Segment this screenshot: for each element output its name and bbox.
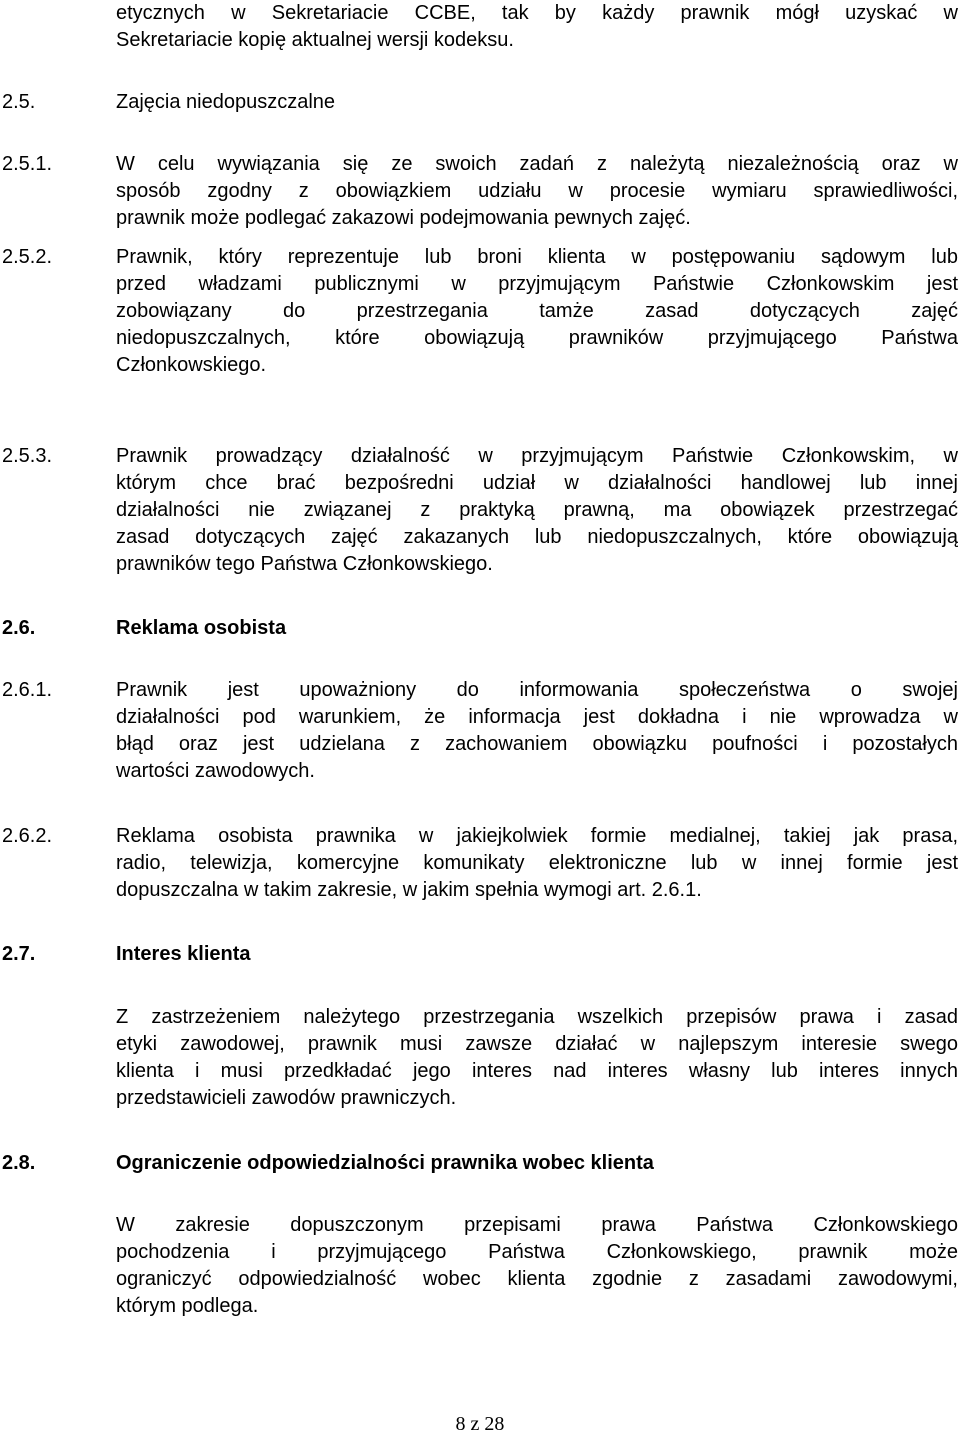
text-line: przedstawicieli zawodów prawniczych. bbox=[116, 1087, 457, 1109]
text-line: Z zastrzeżeniem należytego przestrzegania wszelkich przepisów prawa i zasad bbox=[116, 1006, 958, 1028]
text-line: Członkowskiego. bbox=[116, 354, 267, 376]
text-line: W celu wywiązania się ze swoich zadań z należytą niezależnością oraz w bbox=[116, 153, 958, 175]
text-line: sposób zgodny z obowiązkiem udziału w procesie wymiaru sprawiedliwości, bbox=[116, 180, 958, 202]
section-title: Interes klienta bbox=[116, 943, 251, 965]
section-number: 2.6. bbox=[2, 617, 36, 639]
text-line: którym podlega. bbox=[116, 1295, 259, 1317]
text-line: którym chce brać bezpośredni udział w działalności handlowej lub innej bbox=[116, 472, 958, 494]
text-line: zobowiązany do przestrzegania tamże zasad dotyczących zajęć bbox=[116, 300, 958, 322]
page-number: 8 z 28 bbox=[455, 1413, 505, 1435]
paragraph-number: 2.5.3. bbox=[2, 445, 53, 467]
paragraph-number: 2.5.2. bbox=[2, 246, 53, 268]
text-line: wartości zawodowych. bbox=[116, 760, 315, 782]
text-line: etyki zawodowej, prawnik musi zawsze działać w najlepszym interesie swego bbox=[116, 1033, 958, 1055]
text-line: błąd oraz jest udzielana z zachowaniem obowiązku poufności i pozostałych bbox=[116, 733, 958, 755]
text-line: prawnik może podlegać zakazowi podejmowania pewnych zajęć. bbox=[116, 207, 691, 229]
text-line: etycznych w Sekretariacie CCBE, tak by każdy prawnik mógł uzyskać w bbox=[116, 2, 958, 24]
section-number: 2.5. bbox=[2, 91, 36, 113]
section-title: Reklama osobista bbox=[116, 617, 287, 639]
text-line: zasad dotyczących zajęć zakazanych lub niedopuszczalnych, które obowiązują bbox=[116, 526, 958, 548]
paragraph-text bbox=[116, 677, 958, 785]
paragraph-text bbox=[116, 1212, 958, 1320]
text-line: Prawnik prowadzący działalność w przyjmującym Państwie Członkowskim, w bbox=[116, 445, 958, 467]
text-line: działalności pod warunkiem, że informacja jest dokładna i nie wprowadza w bbox=[116, 706, 958, 728]
text-line: przed władzami publicznymi w przyjmującym Państwie Członkowskim jest bbox=[116, 273, 958, 295]
text-line: klienta i musi przedkładać jego interes nad interes własny lub interes innych bbox=[116, 1060, 958, 1082]
paragraph-number: 2.6.2. bbox=[2, 825, 53, 847]
section-title: Zajęcia niedopuszczalne bbox=[116, 91, 336, 113]
paragraph-text bbox=[116, 443, 958, 578]
paragraph-text bbox=[116, 151, 958, 232]
paragraph-text bbox=[116, 0, 958, 54]
text-line: radio, telewizja, komercyjne komunikaty elektroniczne lub w innej formie jest bbox=[116, 852, 958, 874]
paragraph-text bbox=[116, 1004, 958, 1112]
text-line: Prawnik jest upoważniony do informowania społeczeństwa o swojej bbox=[116, 679, 958, 701]
paragraph-text bbox=[116, 244, 958, 379]
text-line: ograniczyć odpowiedzialność wobec klienta zgodnie z zasadami zawodowymi, bbox=[116, 1268, 958, 1290]
text-line: pochodzenia i przyjmującego Państwa Członkowskiego, prawnik może bbox=[116, 1241, 958, 1263]
text-line: prawników tego Państwa Członkowskiego. bbox=[116, 553, 493, 575]
text-line: Reklama osobista prawnika w jakiejkolwiek formie medialnej, takiej jak prasa, bbox=[116, 825, 958, 847]
text-line: Sekretariacie kopię aktualnej wersji kodeksu. bbox=[116, 29, 514, 51]
section-number: 2.7. bbox=[2, 943, 36, 965]
text-line: niedopuszczalnych, które obowiązują prawników przyjmującego Państwa bbox=[116, 327, 958, 349]
paragraph-number: 2.5.1. bbox=[2, 153, 53, 175]
paragraph-text bbox=[116, 823, 958, 904]
text-line: działalności nie związanej z praktyką prawną, ma obowiązek przestrzegać bbox=[116, 499, 958, 521]
text-line: dopuszczalna w takim zakresie, w jakim spełnia wymogi art. 2.6.1. bbox=[116, 879, 702, 901]
text-line: W zakresie dopuszczonym przepisami prawa Państwa Członkowskiego bbox=[116, 1214, 958, 1236]
section-title: Ograniczenie odpowiedzialności prawnika wobec klienta bbox=[116, 1152, 654, 1174]
paragraph-number: 2.6.1. bbox=[2, 679, 53, 701]
text-line: Prawnik, który reprezentuje lub broni klienta w postępowaniu sądowym lub bbox=[116, 246, 958, 268]
section-number: 2.8. bbox=[2, 1152, 36, 1174]
